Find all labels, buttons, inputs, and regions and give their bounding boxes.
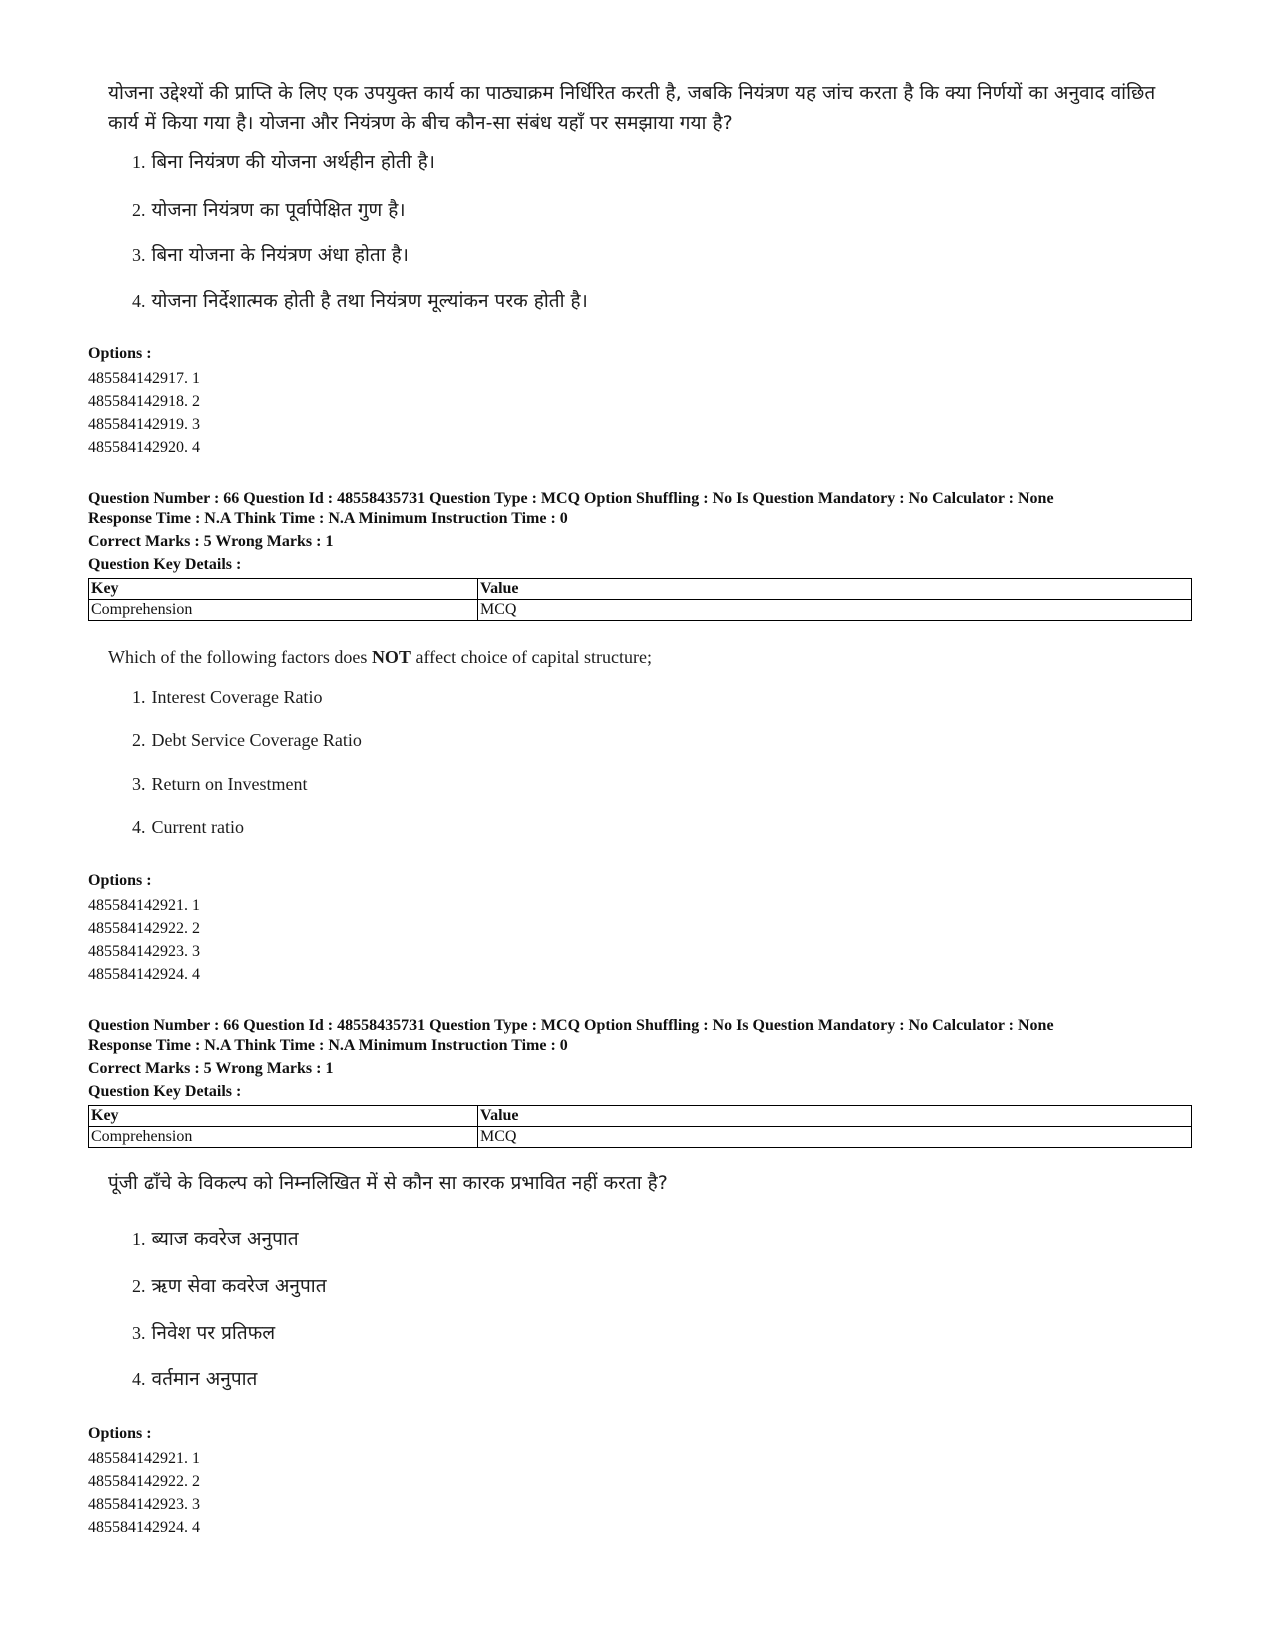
choice-text: ब्याज कवरेज अनुपात xyxy=(151,1228,299,1250)
question-66-en-text xyxy=(108,643,1188,672)
q66hi-option-3: 485584142923. 3 xyxy=(88,1496,200,1513)
q66en-choice-1 xyxy=(132,687,322,708)
choice-text: वर्तमान अनुपात xyxy=(151,1368,258,1390)
q66en-marks: Correct Marks : 5 Wrong Marks : 1 xyxy=(88,533,334,550)
q65-choice-3 xyxy=(132,241,409,267)
choice-text: ऋण सेवा कवरेज अनुपात xyxy=(151,1275,327,1297)
q65-choice-1 xyxy=(132,148,435,174)
choice-text: Debt Service Coverage Ratio xyxy=(151,730,362,750)
choice-number: 4. xyxy=(132,1369,146,1389)
q66en-options-label: Options : xyxy=(88,872,152,889)
q66en-choice-3 xyxy=(132,774,307,795)
question-text-emphasis: NOT xyxy=(371,647,411,667)
table-cell-key: Comprehension xyxy=(89,600,478,621)
table-header-key: Key xyxy=(89,579,478,600)
choice-text: Interest Coverage Ratio xyxy=(151,687,323,707)
choice-number: 3. xyxy=(132,245,146,265)
choice-text: निवेश पर प्रतिफल xyxy=(151,1322,276,1344)
q65-option-1: 485584142917. 1 xyxy=(88,370,200,387)
q66hi-option-1: 485584142921. 1 xyxy=(88,1450,200,1467)
question-66-hi-text: पूंजी ढाँचे के विकल्प को निम्नलिखित में से कौन सा कारक प्रभावित नहीं करता है? xyxy=(108,1172,668,1194)
q66en-choice-4 xyxy=(132,817,244,838)
choice-text: योजना नियंत्रण का पूर्वापेक्षित गुण है। xyxy=(151,199,406,221)
q66hi-choice-4 xyxy=(132,1365,257,1391)
choice-number: 4. xyxy=(132,291,146,311)
q66en-choice-2 xyxy=(132,730,362,751)
q66en-option-3: 485584142923. 3 xyxy=(88,943,200,960)
q66en-option-2: 485584142922. 2 xyxy=(88,920,200,937)
choice-number: 3. xyxy=(132,774,146,794)
choice-number: 1. xyxy=(132,1229,146,1249)
q66en-option-4: 485584142924. 4 xyxy=(88,966,200,983)
question-65-text: योजना उद्देश्यों की प्राप्ति के लिए एक उपयुक्त कार्य का पाठ्याक्रम निर्धिरित करती है, जबकि नियंत्रण यह जांच करता है कि क्या निर्णयों का अनुवाद वांछित कार्य में किया गया है। योजना और नियंत्रण के बीच कौन-सा संबंध यहाँ पर समझाया गया है? xyxy=(108,82,1156,134)
q65-option-4: 485584142920. 4 xyxy=(88,439,200,456)
q66en-option-1: 485584142921. 1 xyxy=(88,897,200,914)
table-header-value: Value xyxy=(478,1106,1192,1127)
choice-number: 1. xyxy=(132,152,146,172)
q65-option-3: 485584142919. 3 xyxy=(88,416,200,433)
q66hi-meta-line1: Question Number : 66 Question Id : 48558435731 Question Type : MCQ Option Shuffling : No Is Question Mandatory : No Calculator : None xyxy=(88,1017,1054,1034)
q65-choice-2 xyxy=(132,196,406,222)
table-row xyxy=(89,1127,1192,1148)
q66en-meta-line2: Response Time : N.A Think Time : N.A Minimum Instruction Time : 0 xyxy=(88,510,568,527)
table-header-key: Key xyxy=(89,1106,478,1127)
q65-choice-4 xyxy=(132,287,588,313)
choice-text: Return on Investment xyxy=(151,774,308,794)
q65-options-label: Options : xyxy=(88,345,152,362)
q66hi-option-2: 485584142922. 2 xyxy=(88,1473,200,1490)
q66hi-choice-1 xyxy=(132,1225,299,1251)
q66hi-meta-line2: Response Time : N.A Think Time : N.A Minimum Instruction Time : 0 xyxy=(88,1037,568,1054)
table-header-value: Value xyxy=(478,579,1192,600)
q66hi-key-table xyxy=(88,1105,1192,1148)
q65-option-2: 485584142918. 2 xyxy=(88,393,200,410)
q66hi-choice-2 xyxy=(132,1272,327,1298)
choice-number: 4. xyxy=(132,817,146,837)
table-header-row xyxy=(89,1106,1192,1127)
q66en-meta-line1: Question Number : 66 Question Id : 48558435731 Question Type : MCQ Option Shuffling : No Is Question Mandatory : No Calculator : None xyxy=(88,490,1054,507)
choice-number: 2. xyxy=(132,200,146,220)
choice-number: 2. xyxy=(132,1276,146,1296)
question-text-part: Which of the following factors does xyxy=(108,647,372,667)
choice-text: योजना निर्देशात्मक होती है तथा नियंत्रण मूल्यांकन परक होती है। xyxy=(151,290,588,312)
table-cell-value: MCQ xyxy=(478,600,1192,621)
q66en-key-table xyxy=(88,578,1192,621)
q66hi-choice-3 xyxy=(132,1319,275,1345)
choice-text: बिना योजना के नियंत्रण अंधा होता है। xyxy=(151,244,409,266)
table-header-row xyxy=(89,579,1192,600)
q66hi-key-details-label: Question Key Details : xyxy=(88,1083,242,1100)
q66hi-option-4: 485584142924. 4 xyxy=(88,1519,200,1536)
table-cell-value: MCQ xyxy=(478,1127,1192,1148)
question-text-part: affect choice of capital structure; xyxy=(410,647,652,667)
choice-text: बिना नियंत्रण की योजना अर्थहीन होती है। xyxy=(151,151,435,173)
table-cell-key: Comprehension xyxy=(89,1127,478,1148)
q66hi-options-label: Options : xyxy=(88,1425,152,1442)
choice-number: 3. xyxy=(132,1323,146,1343)
q66hi-marks: Correct Marks : 5 Wrong Marks : 1 xyxy=(88,1060,334,1077)
choice-text: Current ratio xyxy=(151,817,244,837)
choice-number: 2. xyxy=(132,730,146,750)
table-row xyxy=(89,600,1192,621)
q66en-key-details-label: Question Key Details : xyxy=(88,556,242,573)
choice-number: 1. xyxy=(132,687,146,707)
